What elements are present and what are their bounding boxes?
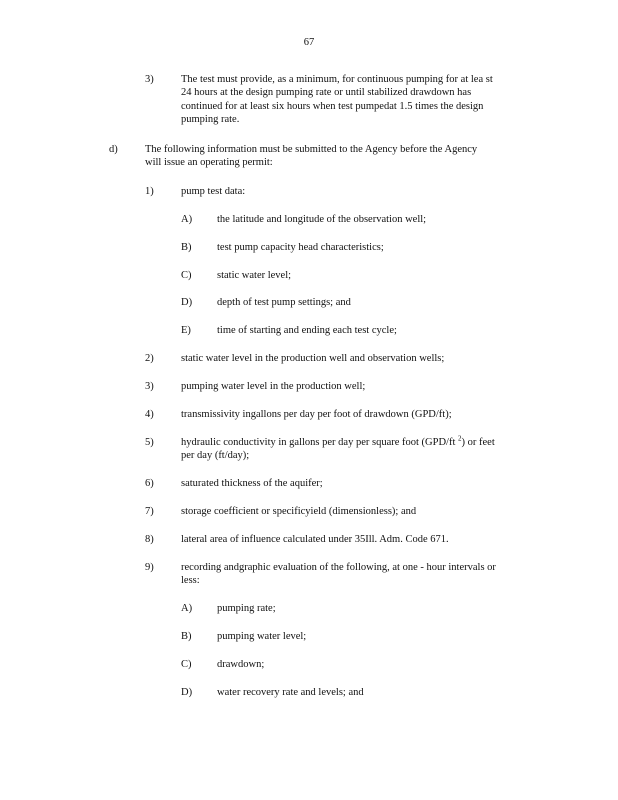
item-label: d) xyxy=(109,144,118,155)
item-label: D) xyxy=(181,297,193,308)
text-segment: hydraulic conductivity in gallons per day per square foot (GPD/ft xyxy=(181,437,456,448)
item-text: lateral area of influence calculated under 35Ill. Adm. Code 671. xyxy=(181,534,449,545)
text-line: The following information must be submitted to the Agency before the Agency xyxy=(145,144,478,155)
item-label: 6) xyxy=(145,478,154,489)
item-label: A) xyxy=(181,603,193,614)
item-label: 8) xyxy=(145,534,154,545)
item-text: saturated thickness of the aquifer; xyxy=(181,478,323,489)
item-label: 1) xyxy=(145,186,154,197)
item-text: depth of test pump settings; and xyxy=(217,297,351,308)
text-line xyxy=(181,436,541,449)
item-label: C) xyxy=(181,270,192,281)
item-text: time of starting and ending each test cycle; xyxy=(217,325,397,336)
text-line: will issue an operating permit: xyxy=(145,157,273,169)
item-text: water recovery rate and levels; and xyxy=(217,687,364,698)
item-text: static water level in the production well and observation wells; xyxy=(181,353,445,364)
item-text: the latitude and longitude of the observation well; xyxy=(217,214,427,225)
text-line: per day (ft/day); xyxy=(181,450,250,462)
item-text xyxy=(181,73,541,126)
superscript: 2 xyxy=(458,434,462,443)
item-text: pumping water level in the production well; xyxy=(181,381,366,392)
item-text: static water level; xyxy=(217,270,292,281)
text-line: 24 hours at the design pumping rate or until stabilized drawdown has xyxy=(181,87,472,99)
text-line: recording andgraphic evaluation of the following, at one - hour intervals or xyxy=(181,562,496,573)
item-label: 9) xyxy=(145,562,154,573)
item-text: drawdown; xyxy=(217,659,265,670)
text-segment: ) or feet xyxy=(461,437,495,448)
item-label: 3) xyxy=(145,381,154,392)
text-line: continued for at least six hours when test pumpedat 1.5 times the design xyxy=(181,100,484,112)
item-label: E) xyxy=(181,325,191,336)
item-label: 2) xyxy=(145,353,154,364)
item-label: B) xyxy=(181,242,192,253)
item-text xyxy=(181,436,541,463)
item-text: pumping rate; xyxy=(217,603,276,614)
page-number: 67 xyxy=(303,37,315,48)
item-label: 7) xyxy=(145,506,154,517)
item-label: A) xyxy=(181,214,193,225)
item-label: 4) xyxy=(145,409,154,420)
item-label: 5) xyxy=(145,437,154,448)
item-text xyxy=(181,561,541,588)
item-text: pumping water level; xyxy=(217,631,307,642)
item-label: 3) xyxy=(145,74,154,85)
item-text: pump test data: xyxy=(181,186,246,197)
text-line: pumping rate. xyxy=(181,113,240,125)
item-text xyxy=(145,143,535,170)
text-line: The test must provide, as a minimum, for continuous pumping for at lea st xyxy=(181,74,493,85)
item-label: C) xyxy=(181,659,192,670)
text-line: less: xyxy=(181,575,200,587)
item-text: storage coefficient or specificyield (dimensionless); and xyxy=(181,506,417,517)
item-label: B) xyxy=(181,631,192,642)
item-text: transmissivity ingallons per day per foot of drawdown (GPD/ft); xyxy=(181,409,452,420)
item-label: D) xyxy=(181,687,193,698)
item-text: test pump capacity head characteristics; xyxy=(217,242,384,253)
